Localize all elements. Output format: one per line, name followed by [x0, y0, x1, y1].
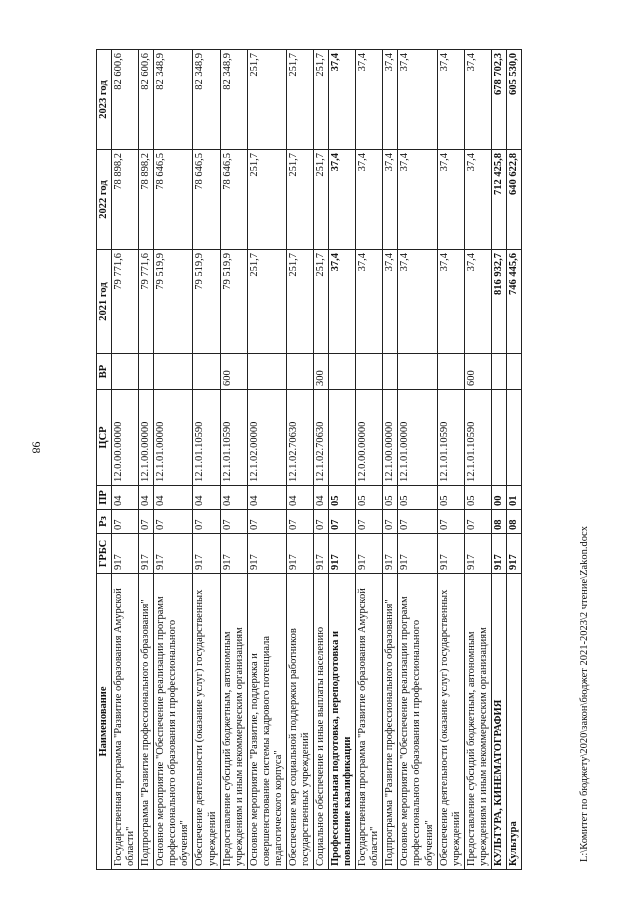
cell-vr — [286, 354, 313, 390]
cell-csr: 12.1.00.00000 — [139, 390, 154, 486]
cell-grbs: 917 — [139, 534, 154, 574]
cell-pr: 04 — [286, 486, 313, 510]
cell-csr: 12.1.01.10590 — [437, 390, 464, 486]
cell-2022: 712 425,8 — [491, 150, 506, 250]
cell-2021: 37,4 — [383, 250, 398, 354]
cell-pr: 04 — [139, 486, 154, 510]
cell-grbs: 917 — [286, 534, 313, 574]
table-row — [464, 50, 491, 870]
cell-2022: 640 622,8 — [506, 150, 521, 250]
cell-vr — [193, 354, 220, 390]
cell-grbs: 917 — [314, 534, 329, 574]
cell-2022: 37,4 — [383, 150, 398, 250]
cell-2023: 251,7 — [247, 50, 286, 150]
cell-name: Культура — [506, 574, 521, 870]
table-row — [193, 50, 220, 870]
cell-grbs: 917 — [329, 534, 356, 574]
cell-name: Подпрограмма "Развитие профессионального образования" — [139, 574, 154, 870]
cell-pr: 04 — [247, 486, 286, 510]
cell-grbs: 917 — [193, 534, 220, 574]
cell-name: КУЛЬТУРА, КИНЕМАТОГРАФИЯ — [491, 574, 506, 870]
cell-name: Профессиональная подготовка, переподготовка и повышение квалификации — [329, 574, 356, 870]
cell-2023: 82 348,9 — [154, 50, 193, 150]
cell-2022: 251,7 — [247, 150, 286, 250]
cell-2022: 78 646,5 — [193, 150, 220, 250]
cell-rz: 07 — [398, 510, 437, 534]
cell-vr: 600 — [220, 354, 247, 390]
cell-2023: 251,7 — [286, 50, 313, 150]
cell-2023: 251,7 — [314, 50, 329, 150]
cell-name: Обеспечение деятельности (оказание услуг) государственных учреждений — [193, 574, 220, 870]
cell-csr: 12.1.02.70630 — [286, 390, 313, 486]
cell-2022: 37,4 — [437, 150, 464, 250]
cell-rz: 07 — [112, 510, 139, 534]
cell-grbs: 917 — [154, 534, 193, 574]
cell-name: Предоставление субсидий бюджетным, автономным учреждениям и иным некоммерческим организациям — [220, 574, 247, 870]
table-row — [491, 50, 506, 870]
cell-2022: 78 898,2 — [139, 150, 154, 250]
cell-csr: 12.1.00.00000 — [383, 390, 398, 486]
header-name: Наименование — [97, 574, 112, 870]
cell-csr: 12.0.00.00000 — [356, 390, 383, 486]
cell-rz: 07 — [154, 510, 193, 534]
cell-csr: 12.0.00.00000 — [112, 390, 139, 486]
cell-vr — [491, 354, 506, 390]
cell-2023: 37,4 — [437, 50, 464, 150]
cell-rz: 08 — [491, 510, 506, 534]
cell-csr: 12.1.02.00000 — [247, 390, 286, 486]
table-header-row — [97, 50, 112, 870]
header-csr: ЦСР — [97, 390, 112, 486]
cell-vr — [383, 354, 398, 390]
cell-2021: 251,7 — [314, 250, 329, 354]
cell-2023: 678 702,3 — [491, 50, 506, 150]
cell-grbs: 917 — [112, 534, 139, 574]
cell-vr — [356, 354, 383, 390]
cell-csr — [491, 390, 506, 486]
cell-2021: 79 771,6 — [139, 250, 154, 354]
table-row — [506, 50, 521, 870]
table-row — [154, 50, 193, 870]
cell-rz: 08 — [506, 510, 521, 534]
cell-grbs: 917 — [398, 534, 437, 574]
cell-pr: 04 — [220, 486, 247, 510]
header-2022: 2022 год — [97, 150, 112, 250]
cell-grbs: 917 — [383, 534, 398, 574]
cell-2023: 82 348,9 — [193, 50, 220, 150]
cell-vr: 300 — [314, 354, 329, 390]
table-row — [329, 50, 356, 870]
cell-2023: 37,4 — [356, 50, 383, 150]
cell-2022: 251,7 — [286, 150, 313, 250]
page-number: 98 — [29, 441, 44, 454]
cell-2022: 37,4 — [464, 150, 491, 250]
cell-name: Государственная программа "Развитие образования Амурской области" — [112, 574, 139, 870]
cell-2021: 37,4 — [398, 250, 437, 354]
cell-2023: 82 348,9 — [220, 50, 247, 150]
cell-2023: 37,4 — [464, 50, 491, 150]
cell-vr — [154, 354, 193, 390]
table-row — [286, 50, 313, 870]
cell-vr — [139, 354, 154, 390]
cell-vr: 600 — [464, 354, 491, 390]
header-vr: ВР — [97, 354, 112, 390]
cell-2021: 79 519,9 — [193, 250, 220, 354]
cell-csr: 12.1.01.10590 — [220, 390, 247, 486]
cell-rz: 07 — [356, 510, 383, 534]
cell-pr: 04 — [154, 486, 193, 510]
cell-2022: 78 646,5 — [220, 150, 247, 250]
cell-name: Предоставление субсидий бюджетным, автономным учреждениям и иным некоммерческим организациям — [464, 574, 491, 870]
cell-2023: 82 600,6 — [112, 50, 139, 150]
cell-2021: 79 771,6 — [112, 250, 139, 354]
cell-grbs: 917 — [491, 534, 506, 574]
cell-vr — [329, 354, 356, 390]
cell-2021: 37,4 — [329, 250, 356, 354]
cell-rz: 07 — [193, 510, 220, 534]
cell-name: Подпрограмма "Развитие профессионального образования" — [383, 574, 398, 870]
cell-name: Обеспечение деятельности (оказание услуг) государственных учреждений — [437, 574, 464, 870]
table-row — [437, 50, 464, 870]
cell-2022: 78 646,5 — [154, 150, 193, 250]
table-row — [247, 50, 286, 870]
cell-2021: 79 519,9 — [154, 250, 193, 354]
cell-grbs: 917 — [247, 534, 286, 574]
cell-pr: 05 — [383, 486, 398, 510]
cell-2021: 37,4 — [356, 250, 383, 354]
cell-rz: 07 — [220, 510, 247, 534]
header-grbs: ГРБС — [97, 534, 112, 574]
rotated-table-container — [96, 50, 551, 870]
cell-2023: 82 600,6 — [139, 50, 154, 150]
cell-pr: 05 — [329, 486, 356, 510]
cell-name: Обеспечение мер социальной поддержки работников государственных учреждений — [286, 574, 313, 870]
cell-2023: 37,4 — [383, 50, 398, 150]
cell-pr: 04 — [193, 486, 220, 510]
cell-name: Основное мероприятие "Обеспечение реализации программ профессионального образования и профессионального обучения" — [154, 574, 193, 870]
cell-2021: 251,7 — [286, 250, 313, 354]
cell-grbs: 917 — [356, 534, 383, 574]
cell-csr: 12.1.02.70630 — [314, 390, 329, 486]
cell-grbs: 917 — [220, 534, 247, 574]
header-2021: 2021 год — [97, 250, 112, 354]
cell-grbs: 917 — [437, 534, 464, 574]
cell-csr: 12.1.01.10590 — [464, 390, 491, 486]
cell-2022: 78 898,2 — [112, 150, 139, 250]
cell-rz: 07 — [464, 510, 491, 534]
cell-csr: 12.1.01.00000 — [398, 390, 437, 486]
cell-2022: 37,4 — [329, 150, 356, 250]
cell-grbs: 917 — [464, 534, 491, 574]
table-row — [314, 50, 329, 870]
cell-csr — [506, 390, 521, 486]
cell-vr — [112, 354, 139, 390]
cell-rz: 07 — [247, 510, 286, 534]
cell-rz: 07 — [437, 510, 464, 534]
table-row — [398, 50, 437, 870]
cell-2021: 816 932,7 — [491, 250, 506, 354]
table-body — [112, 50, 522, 870]
cell-rz: 07 — [329, 510, 356, 534]
cell-2023: 37,4 — [329, 50, 356, 150]
footer-file-path: L:\Комитет по бюджету\2020\закон\бюджет 2021-2023\2 чтение\Zakon.docx — [579, 526, 590, 862]
cell-rz: 07 — [383, 510, 398, 534]
cell-pr: 04 — [112, 486, 139, 510]
cell-2021: 79 519,9 — [220, 250, 247, 354]
cell-2022: 37,4 — [356, 150, 383, 250]
cell-rz: 07 — [139, 510, 154, 534]
cell-pr: 05 — [398, 486, 437, 510]
cell-csr: 12.1.01.00000 — [154, 390, 193, 486]
cell-2022: 37,4 — [398, 150, 437, 250]
table-row — [220, 50, 247, 870]
cell-vr — [437, 354, 464, 390]
cell-2021: 746 445,6 — [506, 250, 521, 354]
table-row — [383, 50, 398, 870]
table-row — [139, 50, 154, 870]
cell-pr: 05 — [356, 486, 383, 510]
cell-name: Основное мероприятие "Развитие, поддержка и совершенствование системы кадрового потенциала педагогического корпуса" — [247, 574, 286, 870]
cell-vr — [398, 354, 437, 390]
cell-vr — [247, 354, 286, 390]
cell-pr: 01 — [506, 486, 521, 510]
budget-table — [96, 49, 522, 870]
cell-pr: 00 — [491, 486, 506, 510]
cell-2023: 37,4 — [398, 50, 437, 150]
cell-2021: 251,7 — [247, 250, 286, 354]
cell-2021: 37,4 — [464, 250, 491, 354]
table-row — [112, 50, 139, 870]
cell-csr — [329, 390, 356, 486]
cell-pr: 04 — [314, 486, 329, 510]
cell-pr: 05 — [464, 486, 491, 510]
header-pr: ПР — [97, 486, 112, 510]
header-rz: Рз — [97, 510, 112, 534]
cell-name: Основное мероприятие "Обеспечение реализации программ профессионального образования и профессионального обучения" — [398, 574, 437, 870]
cell-rz: 07 — [314, 510, 329, 534]
cell-grbs: 917 — [506, 534, 521, 574]
table-row — [356, 50, 383, 870]
cell-2022: 251,7 — [314, 150, 329, 250]
cell-pr: 05 — [437, 486, 464, 510]
cell-rz: 07 — [286, 510, 313, 534]
cell-vr — [506, 354, 521, 390]
cell-2023: 605 530,0 — [506, 50, 521, 150]
cell-2021: 37,4 — [437, 250, 464, 354]
cell-name: Государственная программа "Развитие образования Амурской области" — [356, 574, 383, 870]
header-2023: 2023 год — [97, 50, 112, 150]
cell-name: Социальное обеспечение и иные выплаты населению — [314, 574, 329, 870]
cell-csr: 12.1.01.10590 — [193, 390, 220, 486]
